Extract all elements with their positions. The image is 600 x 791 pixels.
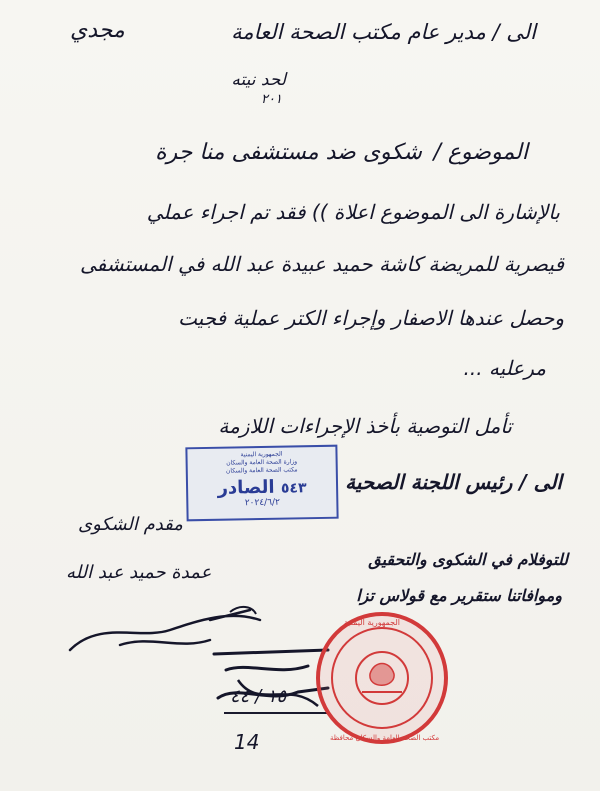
recipient-line: الى / مدير عام مكتب الصحة العامة bbox=[231, 20, 536, 44]
handwritten-top-right: مجدي bbox=[70, 18, 125, 43]
seal-text-bottom: مكتب الصحة العامة والسكان محافظة bbox=[330, 734, 440, 742]
complainant-line-2: عمدة حميد عبد الله bbox=[66, 562, 212, 583]
complainant-line-1: مقدم الشكوى bbox=[78, 514, 183, 535]
official-seal bbox=[312, 608, 452, 748]
body-line-5: تأمل التوصية بأخذ الإجراءات اللازمة bbox=[218, 414, 512, 438]
body-line-1: بالإشارة الى الموضوع اعلاة )) فقد تم اجراء عملي bbox=[146, 200, 560, 224]
received-stamp bbox=[185, 445, 338, 522]
stamp-org-line-3: مكتب الصحة العامة والسكان bbox=[225, 466, 298, 475]
seal-text-top: الجمهورية اليمنية bbox=[344, 618, 401, 627]
referral-line-1: للتوفلام في الشكوى والتحقيق bbox=[368, 550, 568, 569]
subject-label: الموضوع / bbox=[433, 140, 528, 165]
signature-date-note: ١٥ / ٤٤ bbox=[230, 686, 287, 707]
referral-line-2: وموافاتنا ستقرير مع قولاس تزا bbox=[356, 586, 562, 605]
body-line-2: قيصرية للمريضة كاشة حميد عبيدة عبد الله في المستشفى bbox=[79, 252, 564, 276]
body-line-4: مرعليه ... bbox=[463, 356, 546, 380]
stamp-date: ٢٠٢٤/٦/٢ bbox=[244, 497, 280, 509]
recipient-number: ٢٠١ bbox=[261, 92, 282, 107]
page-number: 14 bbox=[234, 730, 260, 754]
stamp-org-line-1: الجمهورية اليمنية bbox=[240, 450, 283, 459]
stamp-label: الصادر bbox=[217, 476, 275, 499]
recipient-note: لحد نيته bbox=[231, 70, 286, 90]
body-line-3: وحصل عندها الاصفار وإجراء الكتر عملية فجيت bbox=[178, 306, 564, 330]
stamp-org-line-2: وزارة الصحة العامة والسكان bbox=[226, 458, 298, 467]
subject-text: شكوى ضد مستشفى منا جرة bbox=[155, 140, 422, 165]
committee-line: الى / رئيس اللجنة الصحية bbox=[345, 470, 562, 494]
stamp-number: ٥٤٣ bbox=[280, 480, 307, 497]
